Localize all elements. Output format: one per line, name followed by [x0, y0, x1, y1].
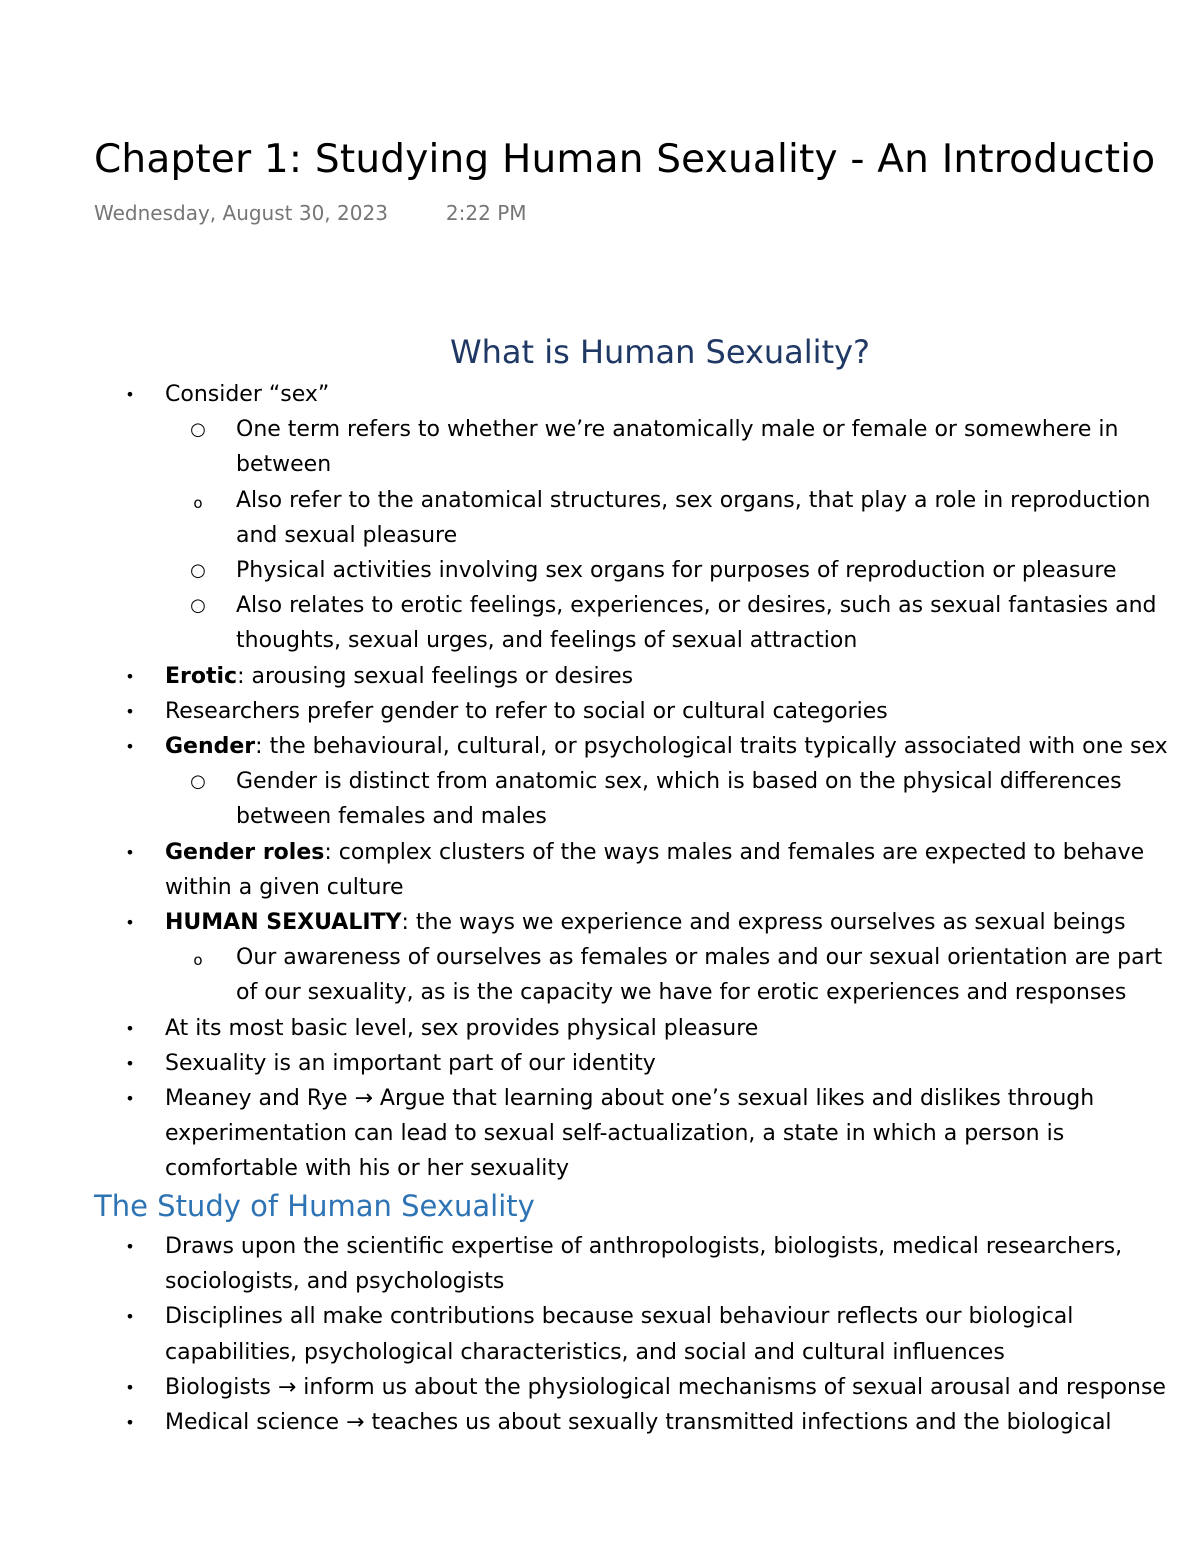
list-item-text: sociologists, and psychologists	[165, 1269, 505, 1295]
list-item-text: capabilities, psychological characteristics, and social and cultural influences	[165, 1339, 1005, 1365]
bullet-icon: •	[125, 1089, 135, 1109]
section1-list	[0, 377, 1200, 1187]
page-title: Chapter 1: Studying Human Sexuality - An Introductio	[94, 137, 1156, 182]
list-item	[0, 1370, 1200, 1405]
list-item-text: Gender: the behavioural, cultural, or psychological traits typically associated with one sex	[165, 734, 1168, 760]
bullet-icon: •	[125, 701, 135, 721]
section-heading-what-is-human-sexuality: What is Human Sexuality?	[449, 333, 871, 371]
list-item	[0, 764, 1200, 834]
bullet-icon: •	[125, 385, 135, 404]
list-item-text: experimentation can lead to sexual self-actualization, a state in which a person is	[165, 1121, 1065, 1147]
page-date: Wednesday, August 30, 2023	[94, 201, 388, 225]
bullet-icon: •	[125, 1377, 135, 1397]
list-item-text: Consider “sex”	[165, 382, 330, 407]
list-item	[0, 940, 1200, 1010]
list-item	[0, 694, 1200, 729]
list-item-text: Researchers prefer gender to refer to social or cultural categories	[165, 698, 888, 724]
list-item	[0, 1405, 1200, 1440]
bullet-icon: •	[125, 1307, 135, 1327]
list-item-text: Sexuality is an important part of our identity	[165, 1050, 656, 1076]
term-bold: Erotic	[165, 663, 238, 689]
list-item	[0, 659, 1200, 694]
list-item-text: One term refers to whether we’re anatomically male or female or somewhere in	[236, 417, 1119, 443]
bullet-icon: •	[125, 1053, 135, 1073]
list-item	[0, 905, 1200, 940]
list-item-text: Our awareness of ourselves as females or males and our sexual orientation are part	[236, 945, 1163, 971]
list-item-text: within a given culture	[165, 874, 404, 900]
list-item	[0, 835, 1200, 905]
term-bold: Gender	[165, 734, 256, 760]
list-item	[0, 588, 1200, 658]
list-item-text: between females and males	[236, 804, 547, 830]
list-item-text: between	[236, 452, 332, 478]
list-item	[0, 1229, 1200, 1299]
bullet-icon: o	[193, 951, 203, 970]
list-item-text: HUMAN SEXUALITY: the ways we experience and express ourselves as sexual beings	[165, 910, 1126, 936]
list-item-text: Erotic: arousing sexual feelings or desires	[165, 663, 634, 689]
bullet-icon: •	[125, 1018, 135, 1038]
list-item-text: Gender is distinct from anatomic sex, which is based on the physical differences	[236, 769, 1122, 795]
list-item-text: and sexual pleasure	[236, 522, 458, 548]
list-item-text: Meaney and Rye → Argue that learning about one’s sexual likes and dislikes through	[165, 1086, 1095, 1112]
list-item-text: Gender roles: complex clusters of the ways males and females are expected to behave	[165, 839, 1145, 865]
list-item	[0, 1081, 1200, 1187]
bullet-icon: •	[125, 1413, 135, 1433]
list-item	[0, 483, 1200, 553]
bullet-icon: •	[125, 842, 135, 862]
list-item-text: Medical science → teaches us about sexually transmitted infections and the biological	[165, 1410, 1112, 1436]
page-dateline	[94, 199, 527, 227]
list-item	[0, 377, 1200, 412]
list-item	[0, 729, 1200, 764]
section2-list	[0, 1229, 1200, 1440]
list-item-text: Draws upon the scientific expertise of anthropologists, biologists, medical researchers,	[165, 1234, 1123, 1259]
list-item-text: of our sexuality, as is the capacity we have for erotic experiences and responses	[236, 980, 1127, 1006]
bullet-icon: ○	[190, 595, 206, 617]
list-item-text: Disciplines all make contributions because sexual behaviour reflects our biological	[165, 1304, 1074, 1330]
bullet-icon: •	[125, 666, 135, 686]
list-item-text: Also relates to erotic feelings, experiences, or desires, such as sexual fantasies and	[236, 593, 1157, 619]
bullet-icon: o	[193, 493, 203, 512]
list-item-text: thoughts, sexual urges, and feelings of sexual attraction	[236, 628, 858, 654]
bullet-icon: ○	[190, 560, 206, 582]
list-item-text: comfortable with his or her sexuality	[165, 1156, 570, 1182]
list-item	[0, 1011, 1200, 1046]
list-item	[0, 1046, 1200, 1081]
list-item-text: At its most basic level, sex provides physical pleasure	[165, 1015, 759, 1041]
list-item	[0, 412, 1200, 482]
list-item-text: Biologists → inform us about the physiological mechanisms of sexual arousal and response	[165, 1374, 1166, 1400]
bullet-icon: ○	[190, 419, 206, 441]
list-item-text: Physical activities involving sex organs for purposes of reproduction or pleasure	[236, 558, 1117, 584]
section-heading-study-of-human-sexuality: The Study of Human Sexuality	[94, 1189, 535, 1223]
bullet-icon: ○	[190, 771, 206, 793]
bullet-icon: •	[125, 737, 135, 757]
term-bold: HUMAN SEXUALITY	[165, 910, 402, 936]
list-item	[0, 1299, 1200, 1369]
bullet-icon: •	[125, 913, 135, 933]
list-item-text: Also refer to the anatomical structures, sex organs, that play a role in reproduction	[236, 487, 1151, 513]
page-time: 2:22 PM	[445, 201, 527, 225]
term-bold: Gender roles	[165, 839, 325, 865]
bullet-icon: •	[125, 1237, 135, 1256]
list-item	[0, 553, 1200, 588]
